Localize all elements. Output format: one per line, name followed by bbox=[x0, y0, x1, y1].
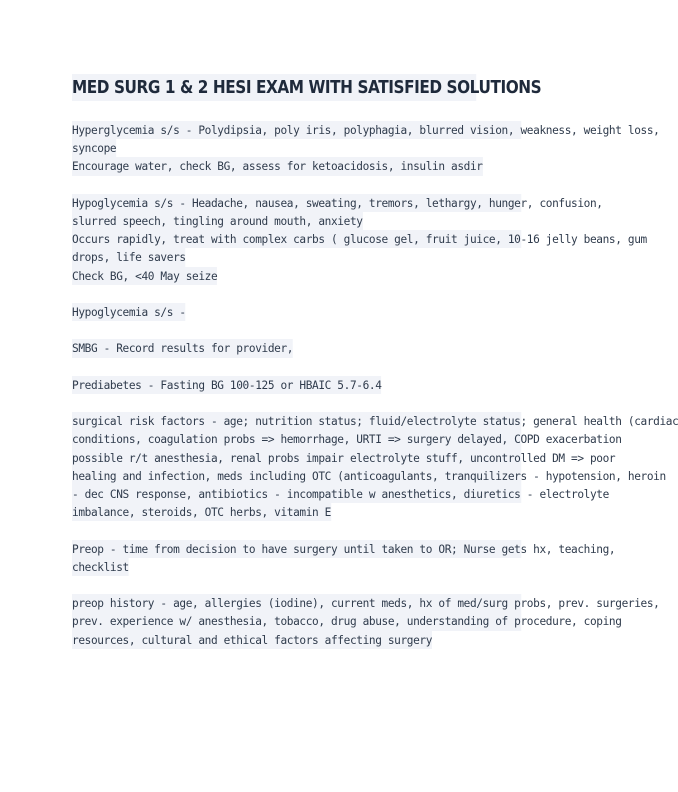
text-line: drops, life savers bbox=[72, 248, 186, 266]
text-line: Hypoglycemia s/s - bbox=[72, 303, 186, 321]
text-line: - dec CNS response, antibiotics - incompatible w anesthetics, diuretics - electrolyte bbox=[72, 485, 521, 503]
text-line: Preop - time from decision to have surgery until taken to OR; Nurse gets hx, teaching, bbox=[72, 540, 521, 558]
text-line: Occurs rapidly, treat with complex carbs ( glucose gel, fruit juice, 10-16 jelly beans, gum bbox=[72, 230, 521, 248]
text-line: Check BG, <40 May seize bbox=[72, 267, 217, 285]
text-line: Hypoglycemia s/s - Headache, nausea, sweating, tremors, lethargy, hunger, confusion, bbox=[72, 194, 521, 212]
text-line: checklist bbox=[72, 558, 129, 576]
text-line: possible r/t anesthesia, renal probs impair electrolyte stuff, uncontrolled DM => poor bbox=[72, 449, 521, 467]
page-title: MED SURG 1 & 2 HESI EXAM WITH SATISFIED SOLUTIONS bbox=[72, 74, 476, 101]
text-line: Encourage water, check BG, assess for ketoacidosis, insulin asdir bbox=[72, 157, 483, 175]
paragraph-surgical-risk-factors bbox=[72, 412, 678, 521]
document-body bbox=[72, 121, 678, 667]
paragraph-hypoglycemia-2 bbox=[72, 303, 540, 321]
paragraph-preop-history bbox=[72, 594, 660, 649]
text-line: resources, cultural and ethical factors affecting surgery bbox=[72, 631, 432, 649]
text-line: Hyperglycemia s/s - Polydipsia, poly iris, polyphagia, blurred vision, weakness, weight loss, bbox=[72, 121, 521, 139]
paragraph-prediabetes bbox=[72, 376, 540, 394]
text-line: conditions, coagulation probs => hemorrhage, URTI => surgery delayed, COPD exacerbation bbox=[72, 430, 521, 448]
text-line: preop history - age, allergies (iodine), current meds, hx of med/surg probs, prev. surgeries, bbox=[72, 594, 521, 612]
text-line: Prediabetes - Fasting BG 100-125 or HBAIC 5.7-6.4 bbox=[72, 376, 382, 394]
text-line: healing and infection, meds including OTC (anticoagulants, tranquilizers - hypotension, heroin bbox=[72, 467, 521, 485]
text-line: imbalance, steroids, OTC herbs, vitamin E bbox=[72, 503, 331, 521]
text-line: surgical risk factors - age; nutrition status; fluid/electrolyte status; general health (cardiac bbox=[72, 412, 521, 430]
text-line: slurred speech, tingling around mouth, anxiety bbox=[72, 212, 363, 230]
paragraph-preop bbox=[72, 540, 616, 576]
text-line: SMBG - Record results for provider, bbox=[72, 339, 293, 357]
text-line: prev. experience w/ anesthesia, tobacco, drug abuse, understanding of procedure, coping bbox=[72, 612, 521, 630]
paragraph-hypoglycemia bbox=[72, 194, 647, 285]
text-line: syncope bbox=[72, 139, 116, 157]
paragraph-smbg bbox=[72, 339, 540, 357]
paragraph-hyperglycemia bbox=[72, 121, 660, 176]
